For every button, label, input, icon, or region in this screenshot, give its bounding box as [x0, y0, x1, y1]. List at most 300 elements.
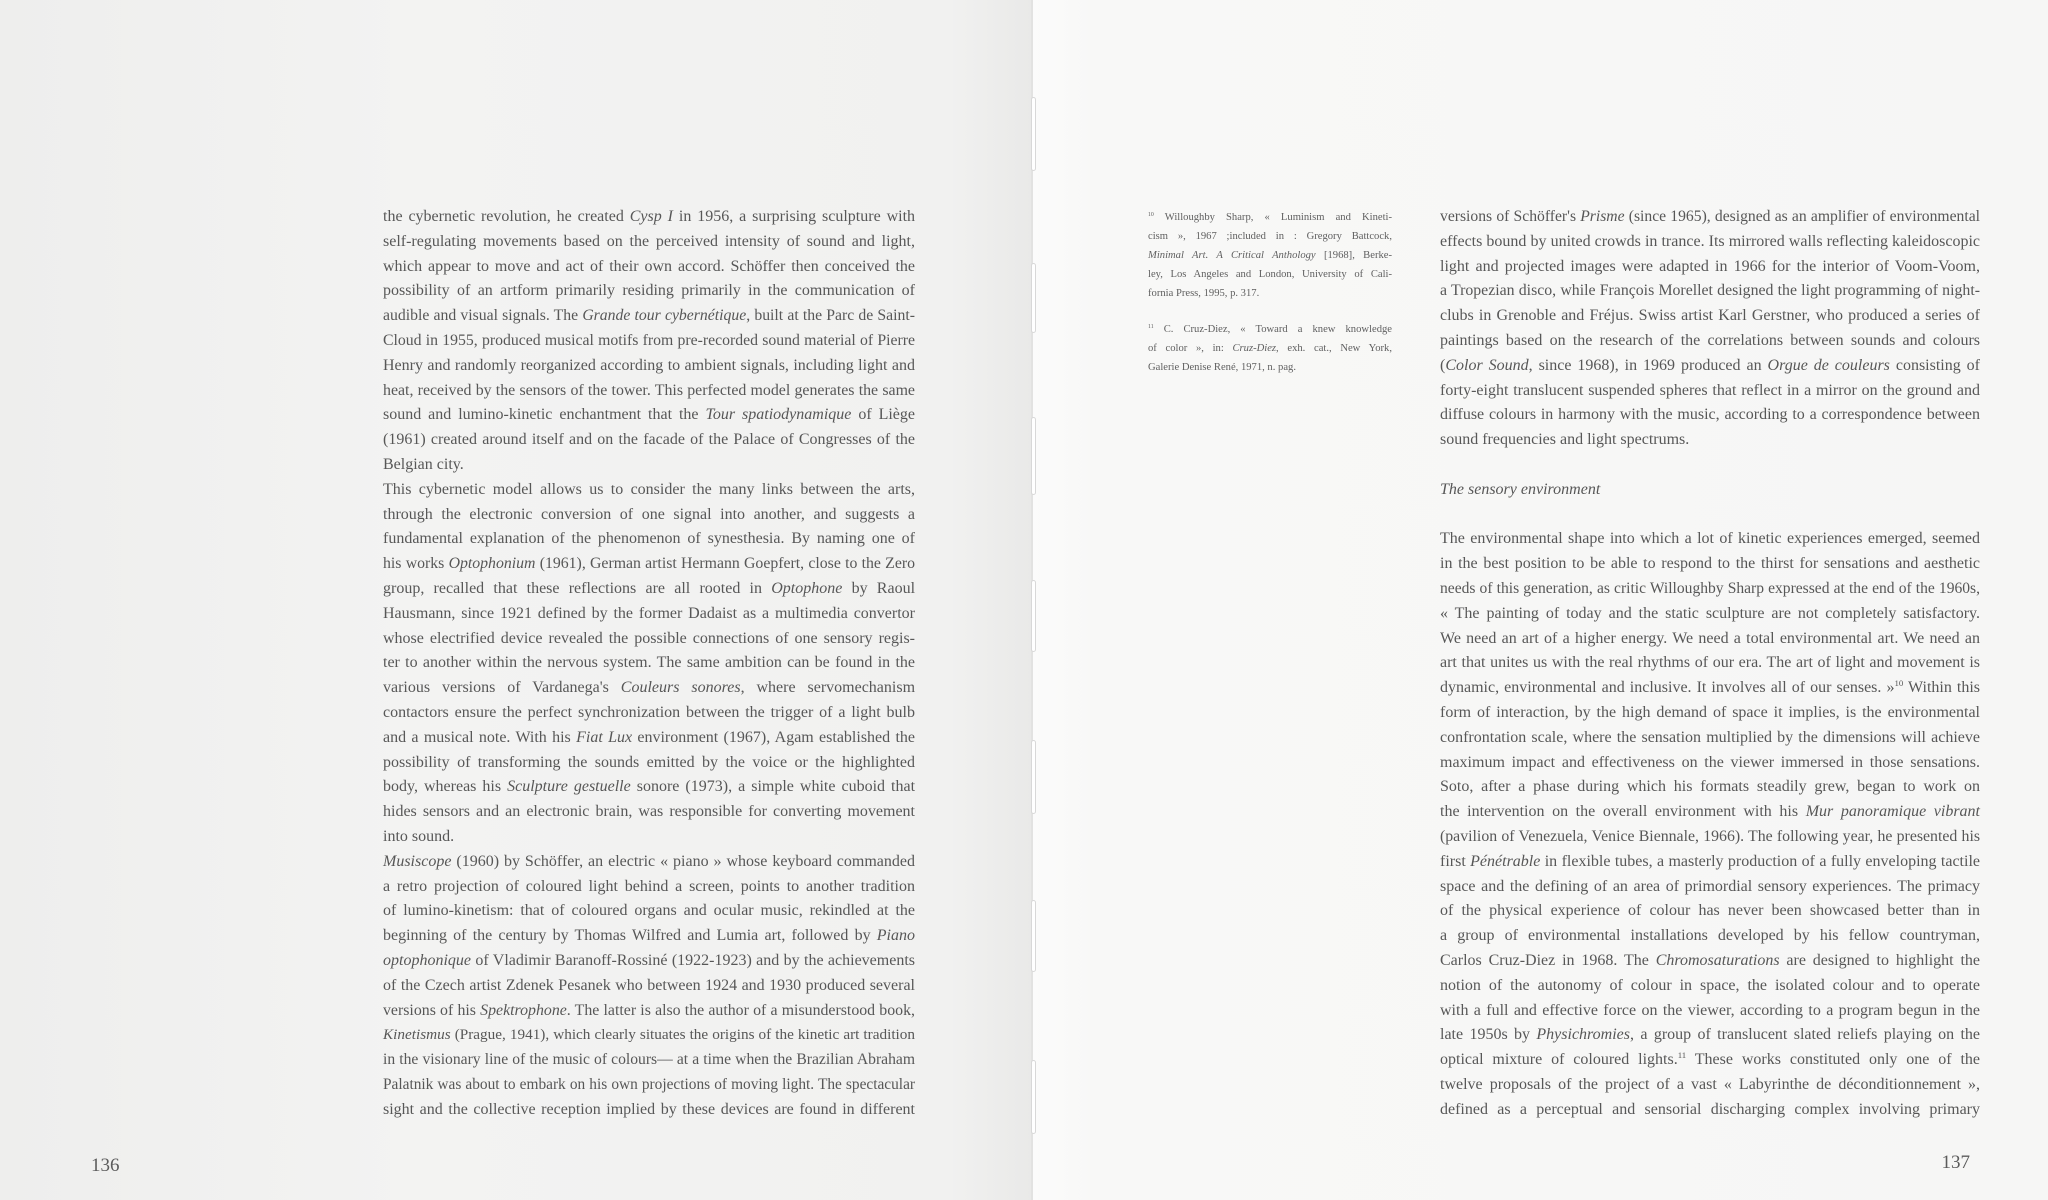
text-line-content	[383, 630, 915, 647]
text-run: twelve proposals of the project of a vast « Labyrinthe de déconditionnement »,	[1440, 1075, 1980, 1093]
italic-title: Prisme	[1580, 208, 1625, 225]
binding-stitch	[1031, 740, 1036, 814]
text-line	[1440, 974, 1980, 999]
paragraph	[383, 478, 915, 850]
text-line-content	[1440, 1002, 1980, 1019]
text-line-content	[383, 704, 915, 721]
text-run: and a musical note. With his	[383, 728, 577, 746]
text-line-content	[383, 307, 915, 324]
text-line-content	[383, 555, 915, 572]
text-run: (1960) by Schöffer, an electric « piano » whose keyboard commanded	[451, 852, 915, 870]
text-line-content	[383, 927, 915, 944]
text-line	[383, 726, 915, 751]
text-run: form of interaction, by the high demand of space it implies, is the environmental	[1440, 703, 1980, 721]
text-line	[383, 230, 915, 255]
text-line	[383, 899, 915, 924]
italic-title: Kinetismus	[383, 1026, 451, 1044]
italic-title: Fiat Lux	[576, 728, 633, 746]
text-line-content	[383, 382, 915, 399]
text-line-content	[1440, 1051, 1980, 1068]
text-line	[1440, 999, 1980, 1024]
text-run: « The painting of today and the static sculpture are not completely satisfactory.	[1440, 604, 1980, 622]
text-line	[383, 255, 915, 280]
text-line-content	[1440, 1026, 1980, 1043]
text-run: self-regulating movements based on the perceived intensity of sound and light,	[383, 232, 915, 250]
text-line-content	[1440, 952, 1980, 969]
text-line	[1440, 354, 1980, 379]
italic-title: Piano	[876, 927, 915, 945]
text-run: Soto, after a phase during which his formats steadily grew, began to work on	[1440, 778, 1980, 796]
footnote-reference: 10	[1148, 211, 1154, 218]
text-run: forty-eight translucent suspended spheres that reflect in a mirror on the ground and	[1440, 381, 1980, 399]
text-line	[383, 503, 915, 528]
text-line-content	[1148, 231, 1392, 242]
text-line	[383, 478, 915, 503]
text-run: of the physical experience of colour has never been showcased better than in	[1440, 902, 1980, 920]
text-line	[383, 924, 915, 949]
text-line	[1440, 726, 1980, 751]
text-line	[1440, 850, 1980, 875]
text-run: (1961), German artist Hermann Goepfert, close to the Zero	[535, 555, 915, 573]
binding-stitch	[1031, 263, 1036, 333]
text-run: contactors ensure the perfect synchronization between the trigger of a light bulb	[383, 703, 915, 721]
text-line-content	[1440, 828, 1980, 845]
italic-title: Physichromies	[1536, 1026, 1630, 1044]
italic-title: Spektrophone	[480, 1001, 567, 1019]
text-run: in 1956, a surprising sculpture with	[672, 208, 916, 225]
text-line-content	[1440, 1076, 1980, 1093]
text-line-content	[1440, 778, 1980, 795]
text-line	[383, 304, 915, 329]
text-line-content	[1440, 282, 1980, 299]
text-run: which appear to move and act of their own accord. Schöffer then conceived the	[383, 257, 915, 275]
text-line	[383, 1098, 915, 1123]
italic-title: Sculpture gestuelle	[507, 778, 631, 796]
text-line-content	[1440, 431, 1689, 448]
text-line	[383, 527, 915, 552]
italic-title: Grande tour cybernétique	[582, 307, 747, 325]
text-run: his works	[383, 555, 449, 573]
text-run: Hausmann, since 1921 defined by the former Dadaist as a multimedia convertor	[383, 604, 915, 622]
text-line	[1440, 949, 1980, 974]
paragraph	[383, 850, 915, 1123]
text-run: The environmental shape into which a lot of kinetic experiences emerged, seemed	[1440, 530, 1980, 548]
text-run: a Tropezian disco, while François Morellet designed the light programming of night-	[1440, 282, 1980, 300]
text-line	[383, 552, 915, 577]
text-line	[383, 751, 915, 776]
text-line-content	[383, 580, 915, 597]
text-line	[1440, 924, 1980, 949]
text-line-content	[383, 679, 915, 696]
text-line-content	[383, 902, 915, 919]
text-line-content	[383, 406, 915, 423]
text-run: beginning of the century by Thomas Wilfred and Lumia art, followed by	[383, 927, 877, 945]
text-run: are designed to highlight the	[1779, 951, 1980, 969]
text-line	[383, 354, 915, 379]
text-line	[1440, 800, 1980, 825]
text-line-content	[1440, 803, 1980, 820]
text-run: Within this	[1903, 679, 1981, 697]
text-run: (Prague, 1941), which clearly situates the origins of the kinetic art tradition	[450, 1026, 915, 1044]
text-line-content	[383, 952, 915, 969]
text-line-content	[1440, 754, 1980, 771]
text-run: hides sensors and an electronic brain, was responsible for converting movement	[383, 803, 915, 821]
footnote-10	[1148, 208, 1392, 303]
text-run: versions of Schöffer's	[1440, 208, 1581, 225]
text-line	[1440, 403, 1980, 428]
text-line-content	[1440, 382, 1980, 399]
text-line-content	[1440, 605, 1980, 622]
footnotes	[1148, 208, 1392, 377]
text-line	[1148, 227, 1392, 246]
text-run: whose electrified device revealed the possible connections of one sensory regis-	[383, 629, 915, 647]
text-run: , since 1968), in 1969 produced an	[1528, 356, 1768, 374]
text-run: Galerie Denise René, 1971, n. pag.	[1148, 362, 1296, 373]
text-line	[1440, 379, 1980, 404]
text-run: maximum impact and effectiveness on the viewer immersed in those sensations.	[1440, 753, 1980, 771]
text-run: clubs in Grenoble and Fréjus. Swiss artist Karl Gerstner, who produced a series of	[1440, 307, 1980, 325]
text-run: in the visionary line of the music of colours— at a time when the Brazilian Abraham	[383, 1051, 915, 1069]
paragraph	[1440, 205, 1980, 453]
text-run: in the best position to be able to respond to the thirst for sensations and aesthetic	[1440, 555, 1980, 573]
text-run: [1968], Berke-	[1315, 250, 1393, 261]
text-run: with a full and effective force on the viewer, according to a program begun in the	[1440, 1001, 1980, 1019]
text-line-content	[383, 853, 915, 870]
text-run: the cybernetic revolution, he created	[383, 208, 630, 225]
text-line	[383, 775, 915, 800]
text-line-content	[1440, 233, 1980, 250]
italic-title: Mur panoramique vibrant	[1805, 803, 1981, 821]
text-run: Palatnik was about to embark on his own projections of moving light. The spectacular	[383, 1075, 915, 1093]
text-run: of the Czech artist Zdenek Pesanek who between 1924 and 1930 produced several	[383, 976, 915, 994]
text-line	[1440, 676, 1980, 701]
text-line	[383, 651, 915, 676]
italic-title: Cruz-Diez	[1232, 343, 1277, 354]
text-run: sound and lumino-kinetic enchantment that the	[383, 406, 706, 424]
text-line-content	[383, 1101, 915, 1118]
text-run: late 1950s by	[1440, 1026, 1537, 1044]
paragraph	[1440, 527, 1980, 1122]
text-run: sonore (1973), a simple white cuboid that	[630, 778, 916, 796]
text-line	[1148, 284, 1392, 303]
text-run: , exh. cat., New York,	[1276, 343, 1392, 354]
binding-stitch	[1031, 580, 1036, 652]
text-line	[383, 329, 915, 354]
text-run: (	[1440, 356, 1446, 374]
text-line-content	[1440, 729, 1980, 746]
italic-title: Optophone	[771, 579, 843, 597]
text-line-content	[383, 1051, 915, 1068]
text-run: cism », 1967 ;included in : Gregory Battcock,	[1148, 231, 1392, 242]
text-run: diffuse colours in harmony with the music, according to a correspondence between	[1440, 406, 1980, 424]
text-run: versions of his	[383, 1001, 481, 1019]
text-line-content	[383, 456, 464, 473]
italic-title: Optophonium	[448, 555, 536, 573]
text-run: group, recalled that these reflections are all rooted in	[383, 579, 772, 597]
text-run: possibility of transforming the sounds emitted by the voice or the highlighted	[383, 753, 915, 771]
text-run: of lumino-kinetism: that of coloured organs and ocular music, rekindled at the	[383, 902, 915, 920]
left-body-text	[383, 205, 915, 1122]
text-run: notion of the autonomy of colour in space, the isolated colour and to operate	[1440, 976, 1980, 994]
text-line-content	[1440, 927, 1980, 944]
text-run: Henry and randomly reorganized according to ambient signals, including light and	[383, 356, 915, 374]
text-line	[1440, 751, 1980, 776]
text-line	[383, 1073, 915, 1098]
text-line	[1440, 602, 1980, 627]
text-run: needs of this generation, as critic Willoughby Sharp expressed at the end of the 1960s,	[1440, 579, 1980, 597]
text-run: , built at the Parc de Saint-	[746, 307, 916, 325]
text-run: light and projected images were adapted in 1966 for the interior of Voom-Voom,	[1440, 257, 1980, 275]
text-line	[383, 577, 915, 602]
text-line	[383, 627, 915, 652]
italic-title: Couleurs sonores	[620, 679, 741, 697]
text-line	[383, 800, 915, 825]
page-number-left: 136	[91, 1155, 120, 1176]
text-line-content	[383, 431, 915, 448]
text-line-content	[383, 258, 915, 275]
text-run: a retro projection of coloured light behind a screen, points to another tradition	[383, 877, 915, 895]
text-run: sound frequencies and light spectrums.	[1440, 431, 1690, 449]
text-line	[383, 949, 915, 974]
italic-title: Orgue de couleurs	[1767, 356, 1890, 374]
right-body-text	[1440, 205, 1980, 1122]
text-run: , a group of translucent slated reliefs playing on the	[1630, 1026, 1980, 1044]
text-line-content	[1148, 324, 1392, 335]
text-line	[1148, 246, 1392, 265]
text-line-content	[383, 1076, 915, 1093]
text-run: dynamic, environmental and inclusive. It involves all of our senses. »	[1440, 679, 1895, 697]
text-line-content	[1440, 332, 1980, 349]
text-run: This cybernetic model allows us to consider the many links between the arts,	[383, 480, 915, 498]
text-run: Cloud in 1955, produced musical motifs from pre-recorded sound material of Pierre	[383, 331, 915, 349]
text-line-content	[383, 654, 915, 671]
text-line-content	[1440, 878, 1980, 895]
text-run: of color », in:	[1148, 343, 1233, 354]
text-line-content	[383, 530, 915, 547]
text-run: first	[1440, 852, 1471, 870]
text-line-content	[383, 506, 915, 523]
text-run: environment (1967), Agam established the	[632, 728, 915, 746]
text-run: , where servomechanism	[740, 679, 916, 697]
binding-stitch	[1031, 97, 1036, 171]
italic-title: Minimal Art. A Critical Anthology	[1148, 250, 1316, 261]
italic-title: Tour spatiodynamique	[705, 406, 852, 424]
text-line	[1440, 329, 1980, 354]
text-line	[383, 676, 915, 701]
footnote-11	[1148, 320, 1392, 377]
text-line	[383, 205, 915, 230]
footnote-reference: 10	[1894, 677, 1904, 688]
text-line-content	[1440, 357, 1980, 374]
text-line	[1440, 899, 1980, 924]
text-run: of Liège	[851, 406, 916, 424]
footnote-reference: 11	[1677, 1049, 1687, 1060]
text-line-content	[383, 754, 915, 771]
text-run: body, whereas his	[383, 778, 508, 796]
text-run: by Raoul	[842, 579, 916, 597]
italic-title: Pénétrable	[1470, 852, 1541, 870]
text-line-content	[383, 977, 915, 994]
binding-stitch	[1031, 1060, 1036, 1134]
text-run: heat, received by the sensors of the tower. This perfected model generates the same	[383, 381, 915, 399]
footnote-reference: 11	[1148, 323, 1154, 330]
text-line	[1440, 1073, 1980, 1098]
section-heading: The sensory environment	[1440, 480, 1601, 498]
text-run: (since 1965), designed as an amplifier of environmental	[1624, 208, 1980, 225]
text-line-content	[1440, 555, 1980, 572]
text-run: confrontation scale, where the sensation multiplied by the dimensions will achieve	[1440, 728, 1980, 746]
text-line-content	[1148, 250, 1392, 261]
text-run: the intervention on the overall environment with his	[1440, 803, 1806, 821]
text-line	[1440, 279, 1980, 304]
text-line-content	[1440, 679, 1980, 696]
text-line-content	[383, 729, 915, 746]
text-run: (pavilion of Venezuela, Venice Biennale, 1966). The following year, he presented his	[1440, 827, 1980, 845]
text-line-content	[1440, 406, 1980, 423]
text-line	[1440, 651, 1980, 676]
text-run: paintings based on the research of the correlations between sounds and colours	[1440, 331, 1980, 349]
text-line	[383, 825, 915, 850]
italic-title: Chromosaturations	[1655, 951, 1780, 969]
text-line-content	[383, 1002, 915, 1019]
text-line	[383, 1023, 915, 1048]
text-line-content	[383, 878, 915, 895]
text-run: through the electronic conversion of one signal into another, and suggests a	[383, 505, 915, 523]
text-line	[1440, 255, 1980, 280]
text-line-content	[1440, 258, 1980, 275]
text-run: a group of environmental installations developed by his fellow countryman,	[1440, 927, 1980, 945]
text-line	[1440, 1048, 1980, 1073]
text-line	[1440, 304, 1980, 329]
text-run: of Vladimir Baranoff-Rossiné (1922-1923) and by the achievements	[471, 951, 915, 969]
paragraph	[383, 205, 915, 478]
italic-title: Cysp I	[629, 208, 673, 225]
text-run: art that unites us with the real rhythms of our era. The art of light and movement is	[1440, 654, 1980, 672]
text-line-content	[1440, 853, 1980, 870]
text-line	[1440, 775, 1980, 800]
text-line	[1440, 825, 1980, 850]
text-run: consisting of	[1889, 356, 1981, 374]
text-line-content	[383, 282, 915, 299]
binding-stitch	[1031, 900, 1036, 972]
text-line	[383, 453, 915, 478]
text-line	[1148, 320, 1392, 339]
text-line	[383, 974, 915, 999]
text-line	[1440, 701, 1980, 726]
text-run: sight and the collective reception implied by these devices are found in different	[383, 1100, 915, 1118]
text-run: ter to another within the nervous system. The same ambition can be found in the	[383, 654, 915, 672]
text-run: effects bound by united crowds in trance. Its mirrored walls reflecting kaleidoscopic	[1440, 232, 1980, 250]
text-line-content	[1148, 212, 1392, 223]
text-run: (1961) created around itself and on the facade of the Palace of Congresses of the	[383, 431, 915, 449]
text-line	[1440, 1098, 1980, 1123]
text-run: fornia Press, 1995, p. 317.	[1148, 288, 1260, 299]
text-line	[1440, 230, 1980, 255]
text-line-content	[1440, 704, 1980, 721]
text-line	[1440, 1023, 1980, 1048]
text-line-content	[383, 233, 915, 250]
text-line	[383, 875, 915, 900]
text-line-content	[1440, 1101, 1980, 1118]
text-line	[1440, 527, 1980, 552]
text-run: defined as a perceptual and sensorial discharging complex involving primary	[1440, 1100, 1980, 1118]
text-line-content	[1440, 654, 1980, 671]
text-line	[1148, 358, 1392, 377]
text-line-content	[383, 208, 915, 225]
text-run: These works constituted only one of the	[1686, 1051, 1981, 1069]
text-line	[383, 850, 915, 875]
text-line-content	[1440, 977, 1980, 994]
text-line-content	[383, 357, 915, 374]
text-line-content	[1440, 307, 1980, 324]
text-run: C. Cruz-Diez, « Toward a knew knowledge	[1153, 324, 1392, 335]
italic-title: Musiscope	[383, 852, 452, 870]
text-line	[1440, 205, 1980, 230]
text-line	[1440, 552, 1980, 577]
text-line-content	[1148, 288, 1259, 299]
text-line	[1148, 208, 1392, 227]
text-run: fundamental explanation of the phenomenon of synesthesia. By naming one of	[383, 530, 915, 548]
text-line	[1440, 428, 1980, 453]
text-run: Belgian city.	[383, 455, 464, 473]
text-run: various versions of Vardanega's	[383, 679, 621, 697]
text-line	[383, 602, 915, 627]
text-line-content	[1440, 630, 1980, 647]
text-line	[1148, 339, 1392, 358]
text-line-content	[1148, 269, 1392, 280]
text-line-content	[383, 332, 915, 349]
text-line-content	[383, 1026, 915, 1043]
text-line-content	[1440, 902, 1980, 919]
text-run: ley, Los Angeles and London, University of Cali-	[1148, 269, 1392, 280]
text-line-content	[1440, 530, 1980, 547]
text-line-content	[383, 828, 454, 845]
text-line	[383, 403, 915, 428]
text-line	[383, 379, 915, 404]
text-line-content	[383, 778, 915, 795]
italic-title: Color Sound	[1445, 356, 1529, 374]
text-run: . The latter is also the author of a misunderstood book,	[566, 1001, 915, 1019]
text-line-content	[383, 605, 915, 622]
text-run: in flexible tubes, a masterly production of a fully enveloping tactile	[1540, 852, 1980, 870]
text-run: We need an art of a higher energy. We need a total environmental art. We need an	[1440, 629, 1980, 647]
page-number-right: 137	[1941, 1152, 1970, 1173]
binding-stitch	[1031, 417, 1036, 495]
text-line-content	[383, 481, 915, 498]
text-line	[1440, 875, 1980, 900]
text-line	[383, 999, 915, 1024]
text-line	[1440, 577, 1980, 602]
text-line	[1440, 627, 1980, 652]
text-run: Carlos Cruz-Diez in 1968. The	[1440, 951, 1656, 969]
text-run: into sound.	[383, 827, 455, 845]
text-line	[383, 1048, 915, 1073]
text-run: optical mixture of coloured lights.	[1440, 1051, 1678, 1069]
text-run: possibility of an artform primarily residing primarily in the communication of	[383, 282, 915, 300]
text-line-content	[1148, 343, 1392, 354]
text-line-content	[1148, 362, 1296, 373]
text-line-content	[383, 803, 915, 820]
text-line	[383, 279, 915, 304]
text-run: Willoughby Sharp, « Luminism and Kineti-	[1153, 212, 1392, 223]
text-line	[383, 428, 915, 453]
text-line	[383, 701, 915, 726]
text-line	[1148, 265, 1392, 284]
text-run: space and the defining of an area of primordial sensory experiences. The primacy	[1440, 877, 1980, 895]
text-run: audible and visual signals. The	[383, 307, 583, 325]
text-line-content	[1440, 580, 1980, 597]
text-line-content	[1440, 208, 1980, 225]
